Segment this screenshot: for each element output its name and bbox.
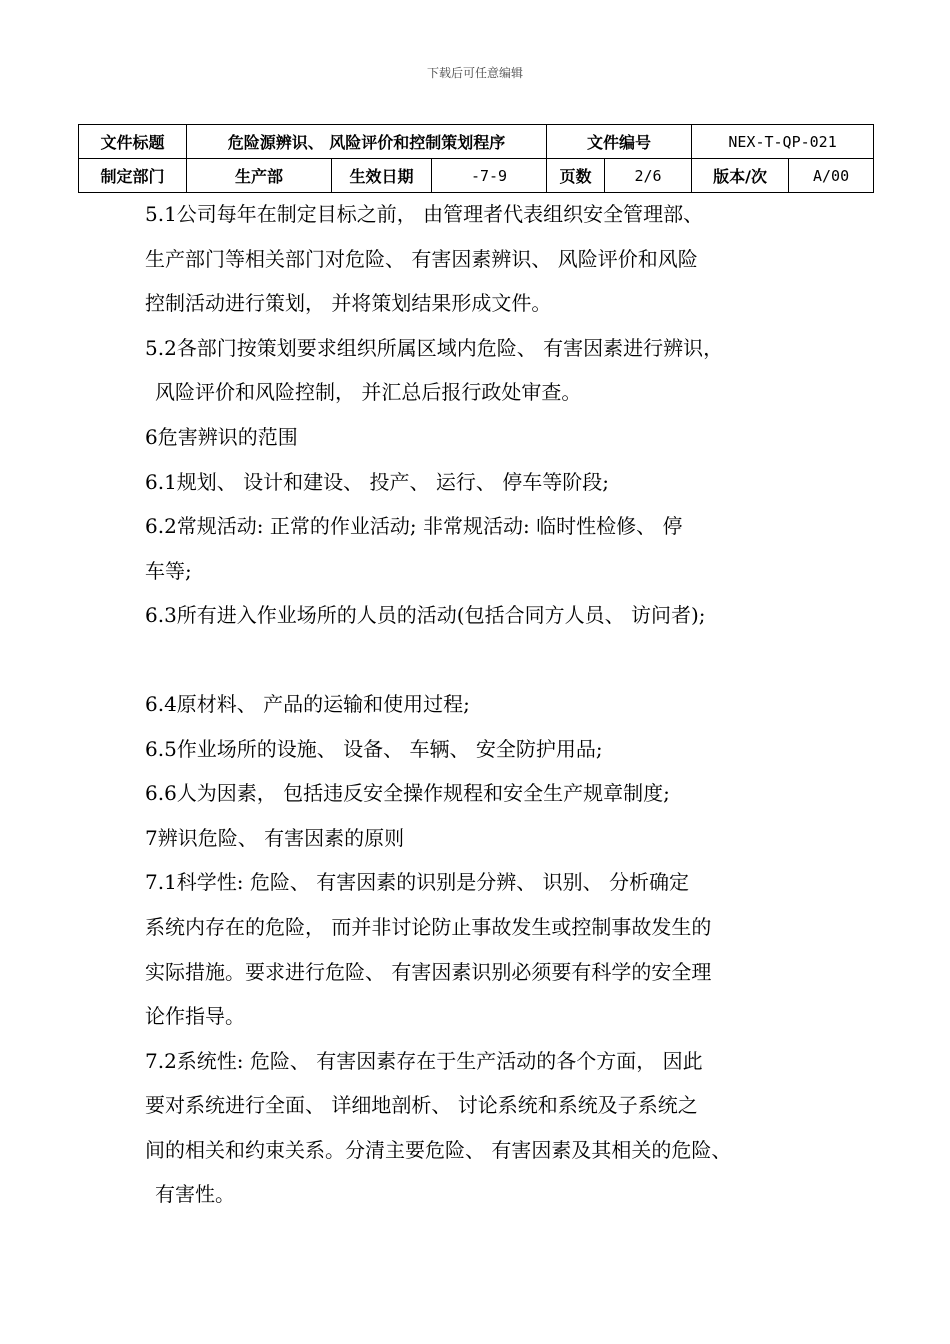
body-line: 6.2常规活动: 正常的作业活动; 非常规活动: 临时性检修、 停 [145, 514, 683, 539]
label-version: 版本/次 [692, 159, 789, 193]
watermark-text: 下载后可任意编辑 [426, 66, 523, 80]
label-effective-date: 生效日期 [332, 159, 432, 193]
section-heading: 6危害辨识的范围 [145, 424, 298, 449]
body-line: 7.2系统性: 危险、 有害因素存在于生产活动的各个方面， 因此 [145, 1048, 703, 1073]
file-code: NEX-T-QP-021 [692, 125, 874, 159]
body-line: 论作指导。 [145, 1004, 245, 1029]
body-line: 6.1规划、 设计和建设、 投产、 运行、 停车等阶段; [145, 469, 609, 494]
effective-date: -7-9 [432, 159, 547, 193]
page-number: 2/6 [605, 159, 692, 193]
label-department: 制定部门 [79, 159, 187, 193]
body-line: 有害性。 [155, 1182, 235, 1207]
body-line: 控制活动进行策划， 并将策划结果形成文件。 [145, 291, 552, 316]
body-line: 5.1公司每年在制定目标之前， 由管理者代表组织安全管理部、 [145, 202, 704, 226]
body-line: 生产部门等相关部门对危险、 有害因素辨识、 风险评价和风险 [145, 246, 698, 271]
file-title: 危险源辨识、 风险评价和控制策划程序 [187, 125, 547, 159]
body-line: 7.1科学性: 危险、 有害因素的识别是分辨、 识别、 分析确定 [145, 870, 689, 895]
header-row-meta [79, 159, 874, 193]
body-line: 要对系统进行全面、 详细地剖析、 讨论系统和系统及子系统之 [145, 1093, 698, 1118]
body-line: 间的相关和约束关系。分清主要危险、 有害因素及其相关的危险、 [145, 1137, 732, 1162]
section-heading: 7辨识危险、 有害因素的原则 [145, 825, 405, 850]
department: 生产部 [187, 159, 332, 193]
label-file-code: 文件编号 [547, 125, 692, 159]
body-line: 6.6人为因素， 包括违反安全操作规程和安全生产规章制度; [145, 781, 670, 806]
label-page: 页数 [547, 159, 605, 193]
document-header-table [78, 124, 874, 193]
body-line: 6.3所有进入作业场所的人员的活动(包括合同方人员、 访问者); [145, 603, 706, 628]
body-line: 6.4原材料、 产品的运输和使用过程; [145, 691, 470, 716]
label-file-title: 文件标题 [79, 125, 187, 159]
body-line: 车等; [145, 558, 192, 583]
version: A/00 [789, 159, 874, 193]
body-line: 风险评价和风险控制， 并汇总后报行政处审查。 [155, 380, 582, 405]
header-row-title [79, 125, 874, 159]
document-body [145, 192, 835, 1217]
body-line: 6.5作业场所的设施、 设备、 车辆、 安全防护用品; [145, 736, 603, 761]
body-line: 系统内存在的危险， 而并非讨论防止事故发生或控制事故发生的 [145, 914, 712, 939]
body-line: 实际措施。要求进行危险、 有害因素识别必须要有科学的安全理 [145, 959, 712, 984]
body-line: 5.2各部门按策划要求组织所属区域内危险、 有害因素进行辨识， [145, 335, 724, 360]
